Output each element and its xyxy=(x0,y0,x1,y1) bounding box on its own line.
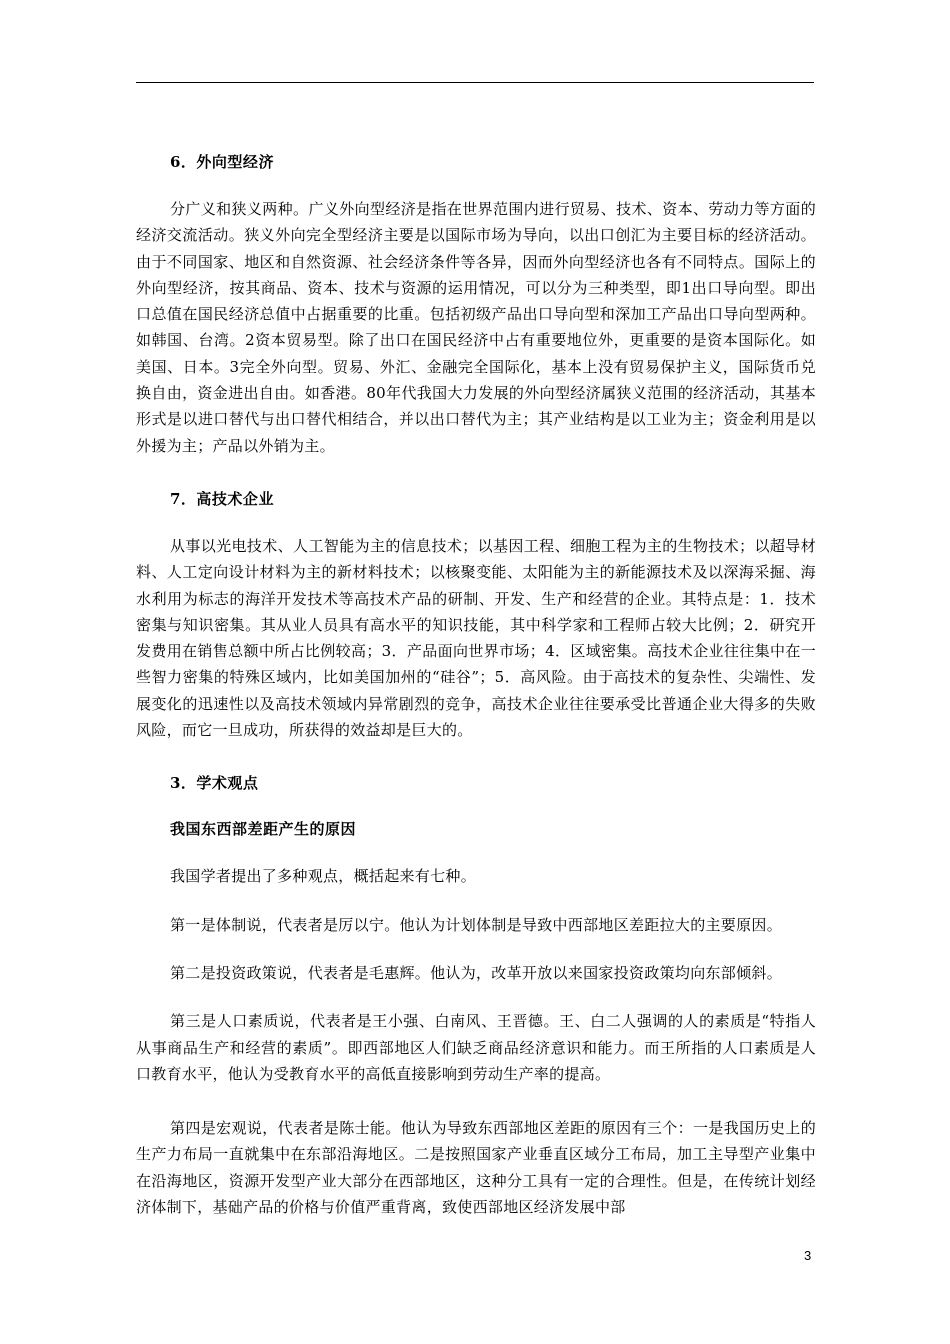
paragraph-view-population-quality: 第三是人口素质说，代表者是王小强、白南风、王晋德。王、白二人强调的人的素质是“特指人从事商品生产和经营的素质”。即西部地区人们缺乏商品经济意识和能力。而王所指的人口素质是人口教育水平，他认为受教育水平的高低直接影响到劳动生产率的提高。 xyxy=(136,1012,816,1083)
page-number: 3 xyxy=(804,1248,812,1263)
subheading-east-west-gap: 我国东西部差距产生的原因 xyxy=(170,820,357,839)
page-content xyxy=(136,150,816,1220)
paragraph-view-macro: 第四是宏观说，代表者是陈士能。他认为导致东西部地区差距的原因有三个：一是我国历史上的生产力布局一直就集中在东部沿海地区。二是按照国家产业垂直区域分工布局，加工主导型产业集中在沿海地区，资源开发型产业大部分在西部地区，这种分工具有一定的合理性。但是，在传统计划经济体制下，基础产品的价格与价值严重背离，致使西部地区经济发展中部 xyxy=(136,1119,816,1217)
paragraph-outward-economy: 分广义和狭义两种。广义外向型经济是指在世界范围内进行贸易、技术、资本、劳动力等方面的经济交流活动。狭义外向完全型经济主要是以国际市场为导向，以出口创汇为主要目标的经济活动。由于不同国家、地区和自然资源、社会经济条件等各异，因而外向型经济也各有不同特点。国际上的外向型经济，按其商品、资本、技术与资源的运用情况，可以分为三种类型，即1出口导向型。即出口总值在国民经济总值中占据重要的比重。包括初级产品出口导向型和深加工产品出口导向型两种。如韩国、台湾。2资本贸易型。除了出口在国民经济中占有重要地位外，更重要的是资本国际化。如美国、日本。3完全外向型。贸易、外汇、金融完全国际化，基本上没有贸易保护主义，国际货币兑换自由，资金进出自由。如香港。80年代我国大力发展的外向型经济属狭义范围的经济活动，其基本形式是以进口替代与出口替代相结合，并以出口替代为主；其产业结构是以工业为主；资金利用是以外援为主；产品以外销为主。 xyxy=(136,200,816,455)
section-heading-high-tech-enterprise: 7．高技术企业 xyxy=(170,489,274,508)
section-heading-outward-economy: 6．外向型经济 xyxy=(170,153,274,171)
paragraph-view-institution: 第一是体制说，代表者是厉以宁。他认为计划体制是导致中西部地区差距拉大的主要原因。 xyxy=(170,915,783,934)
paragraph-high-tech-enterprise: 从事以光电技术、人工智能为主的信息技术；以基因工程、细胞工程为主的生物技术；以超导材料、人工定向设计材料为主的新材料技术；以核聚变能、太阳能为主的新能源技术及以深海采掘、海水利用为标志的海洋开发技术等高技术产品的研制、开发、生产和经营的企业。其特点是：1．技术密集与知识密集。其从业人员具有高水平的知识技能，其中科学家和工程师占较大比例；2．研究开发费用在销售总额中所占比例较高；3．产品面向世界市场；4．区域密集。高技术企业往往集中在一些智力密集的特殊区域内，比如美国加州的“硅谷”；5．高风险。由于高技术的复杂性、尖端性、发展变化的迅速性以及高技术领域内异常剧烈的竞争，高技术企业往往要承受比普通企业大得多的失败风险，而它一旦成功，所获得的效益却是巨大的。 xyxy=(136,536,816,740)
header-rule xyxy=(136,82,814,83)
paragraph-intro-seven-views: 我国学者提出了多种观点，概括起来有七种。 xyxy=(170,867,477,886)
section-heading-academic-views: 3．学术观点 xyxy=(170,774,259,793)
paragraph-view-investment-policy: 第二是投资政策说，代表者是毛惠辉。他认为，改革开放以来国家投资政策均向东部倾斜。 xyxy=(170,963,783,982)
